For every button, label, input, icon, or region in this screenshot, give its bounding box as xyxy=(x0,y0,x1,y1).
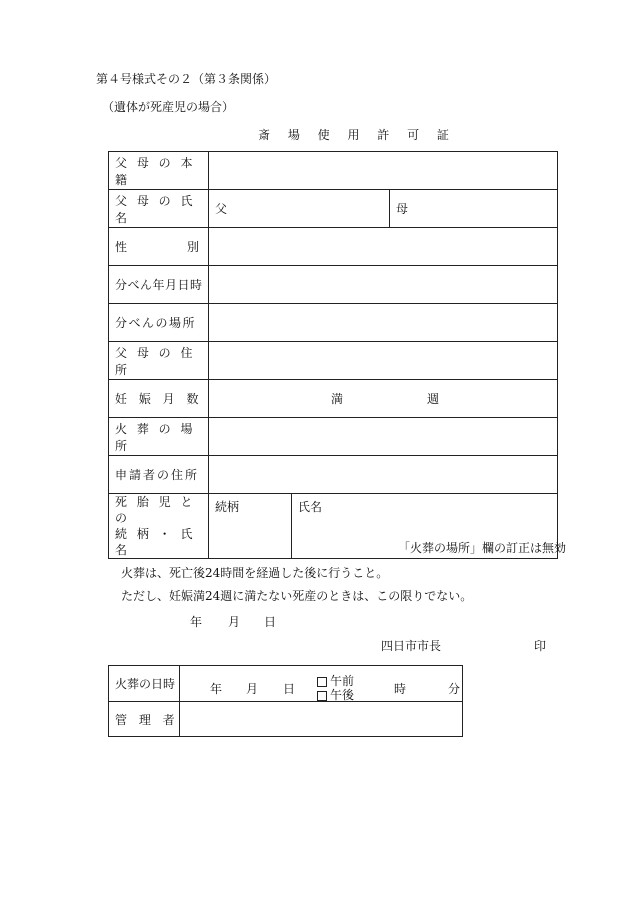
table-row xyxy=(109,342,558,380)
issue-day-label: 日 xyxy=(264,615,277,629)
form-number: 第４号様式その２（第３条関係） xyxy=(96,72,277,86)
label-relation xyxy=(109,494,209,559)
table-row xyxy=(109,666,463,702)
table-row xyxy=(109,304,558,342)
mayor-label: 四日市市長 xyxy=(381,639,442,653)
table-row xyxy=(109,266,558,304)
cremation-month-label: 月 xyxy=(246,682,259,696)
am-checkbox[interactable] xyxy=(317,675,354,688)
issue-month-label: 月 xyxy=(228,615,241,629)
relation-label-line1: 死 胎 児 と の xyxy=(115,495,196,525)
full-label: 満 xyxy=(331,392,344,406)
pm-checkbox[interactable] xyxy=(317,689,354,702)
label-sex xyxy=(109,228,209,266)
label-cremation-place: 火 葬 の 場 所 xyxy=(109,418,209,456)
hour-label: 時 xyxy=(394,682,407,696)
correction-note: 「火葬の場所」欄の訂正は無効 xyxy=(398,541,567,555)
table-row xyxy=(109,152,558,190)
cremation-datetime-field[interactable] xyxy=(180,666,463,702)
father-label: 父 xyxy=(215,202,228,216)
manager-field[interactable] xyxy=(180,702,463,737)
father-name-field[interactable] xyxy=(209,190,390,227)
label-cremation-datetime: 火葬の日時 xyxy=(109,666,180,702)
cremation-day-label: 日 xyxy=(283,682,296,696)
table-row xyxy=(109,380,558,418)
parent-address-field[interactable] xyxy=(209,342,558,380)
cremation-year-label: 年 xyxy=(210,682,223,696)
label-honseki: 父 母 の 本 籍 xyxy=(109,152,209,190)
label-birth-place: 分べんの場所 xyxy=(109,304,209,342)
label-manager: 管 理 者 xyxy=(109,702,180,737)
mother-label: 母 xyxy=(396,202,409,216)
parent-names-cell xyxy=(209,190,558,228)
am-label: 午前 xyxy=(330,674,355,688)
cremation-place-field[interactable] xyxy=(209,418,558,456)
honseki-field[interactable] xyxy=(209,152,558,190)
seal-label: 印 xyxy=(534,639,547,653)
mother-name-field[interactable] xyxy=(390,190,557,227)
label-birth-datetime: 分べん年月日時 xyxy=(109,266,209,304)
sex-label-left: 性 xyxy=(115,240,131,254)
label-parent-names: 父 母 の 氏 名 xyxy=(109,190,209,228)
checkbox-icon xyxy=(317,677,327,687)
pregnancy-months-field[interactable] xyxy=(209,380,558,418)
table-row xyxy=(109,228,558,266)
cremation-table xyxy=(108,665,463,737)
form-subtitle: （遺体が死産児の場合） xyxy=(102,100,235,114)
birth-datetime-field[interactable] xyxy=(209,266,558,304)
relationship-label: 続柄 xyxy=(215,500,240,514)
sex-field[interactable] xyxy=(209,228,558,266)
table-row xyxy=(109,702,463,737)
pm-label: 午後 xyxy=(330,688,355,702)
relationship-field[interactable] xyxy=(209,494,292,558)
sex-label-right: 別 xyxy=(186,240,202,254)
applicant-address-field[interactable] xyxy=(209,456,558,494)
label-applicant-address: 申請者の住所 xyxy=(109,456,209,494)
permit-table xyxy=(108,151,558,559)
table-row xyxy=(109,456,558,494)
note-cremation-timing: 火葬は、死亡後24時間を経過した後に行うこと。 xyxy=(121,566,389,580)
note-exception: ただし、妊娠満24週に満たない死産のときは、この限りでない。 xyxy=(121,589,473,603)
issue-year-label: 年 xyxy=(190,615,203,629)
relation-label-line2: 続 柄 ・ 氏 名 xyxy=(115,527,196,557)
label-pregnancy-months: 妊 娠 月 数 xyxy=(109,380,209,418)
checkbox-icon xyxy=(317,691,327,701)
table-row xyxy=(109,418,558,456)
birth-place-field[interactable] xyxy=(209,304,558,342)
table-row xyxy=(109,190,558,228)
weeks-label: 週 xyxy=(427,392,440,406)
name-label: 氏名 xyxy=(298,500,323,514)
minute-label: 分 xyxy=(448,682,461,696)
page-title: 斎 場 使 用 許 可 証 xyxy=(258,128,456,142)
label-parent-address: 父 母 の 住 所 xyxy=(109,342,209,380)
